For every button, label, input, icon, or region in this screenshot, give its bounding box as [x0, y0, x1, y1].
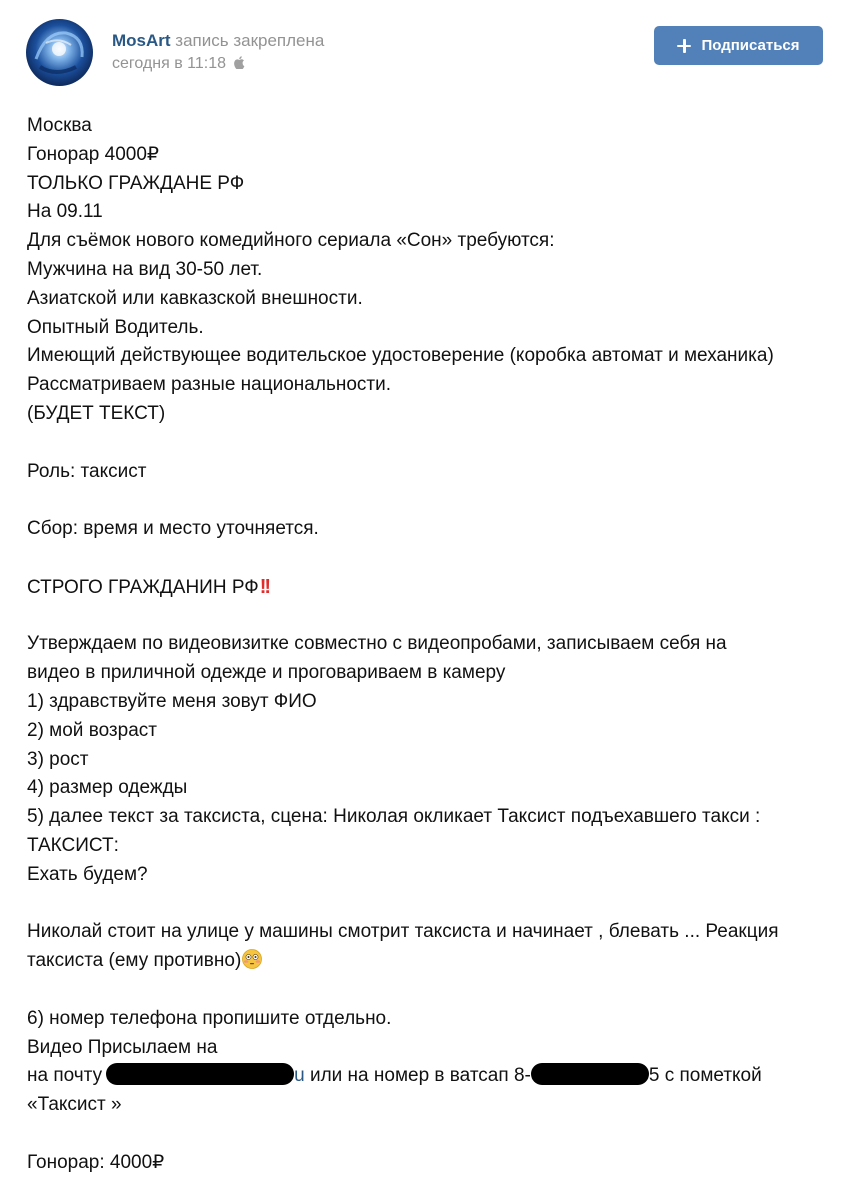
post-time[interactable]: сегодня в 11:18	[112, 55, 227, 72]
plus-icon	[677, 39, 691, 53]
phone-tail: 5 с пометкой	[648, 1065, 762, 1087]
list-item: 2) мой возраст	[27, 719, 157, 741]
post-line: Мужчина на вид 30-50 лет.	[27, 258, 263, 280]
email-link[interactable]: u	[294, 1065, 305, 1087]
gathering-line: Сбор: время и место уточняется.	[27, 518, 319, 540]
note-line: «Таксист »	[27, 1094, 122, 1116]
post-line: Опытный Водитель.	[27, 316, 204, 338]
post-text	[27, 112, 827, 1177]
avatar[interactable]	[26, 19, 93, 86]
post-line: видео в приличной одежде и проговариваем в камеру	[27, 662, 506, 684]
subscribe-button[interactable]	[654, 26, 823, 65]
apple-icon	[234, 56, 245, 69]
spacer	[27, 602, 827, 631]
pinned-note: запись закреплена	[175, 31, 325, 50]
spacer	[27, 544, 827, 573]
author-line	[112, 30, 324, 51]
post-time-row	[112, 54, 245, 74]
post-line: Рассматриваем разные национальности.	[27, 374, 392, 396]
redacted-email	[106, 1063, 294, 1085]
spacer	[27, 976, 827, 1005]
post-line: ТОЛЬКО ГРАЖДАНЕ РФ	[27, 172, 245, 194]
double-exclamation-icon: !!	[259, 575, 270, 598]
spacer	[27, 1120, 827, 1149]
strict-line	[27, 573, 827, 602]
strict-text: СТРОГО ГРАЖДАНИН РФ	[27, 576, 259, 598]
flushed-face-icon	[242, 949, 262, 969]
post-line: Ехать будем?	[27, 863, 148, 885]
post-line: Для съёмок нового комедийного сериала «Сон» требуются:	[27, 230, 555, 252]
post-line: Николай стоит на улице у машины смотрит таксиста и начинает , блевать ... Реакция	[27, 921, 779, 943]
list-item: 3) рост	[27, 748, 89, 770]
post-line: Москва	[27, 115, 92, 136]
post-line: Азиатской или кавказской внешности.	[27, 287, 363, 309]
list-item: 5) далее текст за таксиста, сцена: Николая окликает Таксист подъехавшего такси :	[27, 806, 761, 828]
post-line: Гонорар 4000₽	[27, 143, 159, 165]
list-item: 4) размер одежды	[27, 777, 188, 799]
author-name[interactable]: MosArt	[112, 31, 171, 50]
contact-line	[27, 1062, 827, 1091]
spacer	[27, 890, 827, 919]
post-line: Имеющий действующее водительское удостоверение (коробка автомат и механика)	[27, 345, 774, 367]
fee-line: Гонорар: 4000₽	[27, 1151, 165, 1173]
post-line: Утверждаем по видеовизитке совместно с видеопробами, записываем себя на	[27, 633, 727, 655]
post-line: 6) номер телефона пропишите отдельно.	[27, 1007, 392, 1029]
redacted-phone	[531, 1063, 649, 1085]
post-line: На 09.11	[27, 201, 103, 223]
avatar-image	[26, 19, 93, 86]
spacer	[27, 429, 827, 458]
role-line: Роль: таксист	[27, 460, 147, 482]
scene-text: таксиста (ему противно)	[27, 950, 242, 972]
mail-prefix: на почту	[27, 1065, 103, 1087]
scene-line	[27, 947, 827, 976]
post-line: (БУДЕТ ТЕКСТ)	[27, 402, 166, 424]
list-item: 1) здравствуйте меня зовут ФИО	[27, 690, 317, 712]
post-line: ТАКСИСТ:	[27, 834, 119, 856]
spacer	[27, 486, 827, 515]
or-phone-text: или на номер в ватсап 8-	[304, 1065, 531, 1087]
post-line: Видео Присылаем на	[27, 1036, 218, 1058]
subscribe-label: Подписаться	[701, 37, 800, 54]
post-header	[0, 0, 842, 100]
